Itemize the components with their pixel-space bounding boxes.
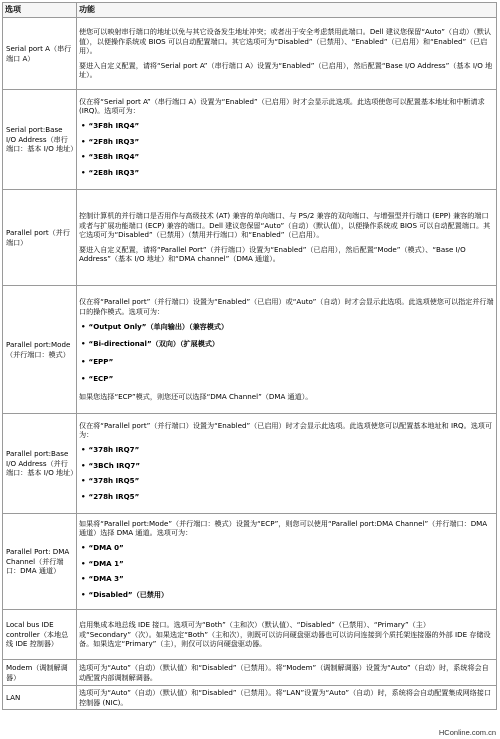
options-list xyxy=(79,322,494,384)
list-item: • “EPP” xyxy=(87,357,494,367)
description-text: 如果您选择“ECP”模式，则您还可以选择“DMA Channel”（DMA 通道）。 xyxy=(79,391,313,401)
option-parallel-port: Parallel port（并行端口） xyxy=(3,190,77,286)
options-list xyxy=(79,121,494,177)
option-parallel-port-base-io: Parallel port:Base I/O Address（并行端口：基本 I/O 地址） xyxy=(3,414,77,514)
table-row xyxy=(3,610,497,660)
function-cell xyxy=(77,18,497,90)
table-row xyxy=(3,90,497,190)
option-serial-port-a: Serial port A（串行端口 A） xyxy=(3,18,77,90)
list-item: • “Bi-directional”（双向）（扩展模式） xyxy=(87,339,494,349)
list-item: • “3BCh IRQ7” xyxy=(87,461,494,471)
description-text: 如果将“Parallel port:Mode”（并行端口：模式）设置为“ECP”，则您可以使用“Parallel port:DMA Channel”（并行端口：DMA 通道）选择 DMA 通道。选项可为： xyxy=(79,518,488,538)
list-item: • “ECP” xyxy=(87,374,494,384)
description-text: 使您可以映射串行端口的地址以免与其它设备发生地址冲突；或者出于安全考虑禁用此端口。Dell 建议您保留“Auto”（自动）（默认值），以便操作系统或 BIOS 可以自动配置端口。其它选项可为“Disabled”（已禁用）、“Enabled”（已启用）和“Enabled”（已启用）。 xyxy=(79,27,492,56)
option-local-bus-ide: Local bus IDE controller（本地总线 IDE 控制器） xyxy=(3,610,77,660)
list-item: • “378h IRQ5” xyxy=(87,476,494,486)
description-text: 仅在将“Parallel port”（并行端口）设置为“Enabled”（已启用）或“Auto”（自动）时才会显示此选项。此选项使您可以指定并行端口的操作模式。选项可为： xyxy=(79,297,494,317)
function-cell xyxy=(77,190,497,286)
option-serial-port-base-io: Serial port:Base I/O Address（串行端口：基本 I/O 地址） xyxy=(3,90,77,190)
option-modem: Modem（调制解调器） xyxy=(3,660,77,686)
description-text: 要进入自定义配置，请将“Parallel Port”（并行端口）设置为“Enabled”（已启用），然后配置“Mode”（模式）、“Base I/O Address”（基本 I/O 地址）和“DMA channel”（DMA 通道）。 xyxy=(79,244,466,264)
description-text: 要进入自定义配置，请将“Serial port A”（串行端口 A）设置为“Enabled”（已启用），然后配置“Base I/O Address”（基本 I/O 地址）。 xyxy=(79,60,493,80)
description-text: 选项可为“Auto”（自动）（默认值）和“Disabled”（已禁用）。将“Modem”（调制解调器）设置为“Auto”（自动）时，系统将会自动配置内部调制解调器。 xyxy=(79,662,489,682)
list-item: • “278h IRQ5” xyxy=(87,492,494,502)
function-cell xyxy=(77,286,497,414)
list-item: • “378h IRQ7” xyxy=(87,445,494,455)
list-item: • “3E8h IRQ4” xyxy=(87,152,494,162)
function-cell xyxy=(77,610,497,660)
function-cell xyxy=(77,660,497,686)
header-function: 功能 xyxy=(77,3,497,18)
list-item: • “2F8h IRQ3” xyxy=(87,137,494,147)
function-cell xyxy=(77,686,497,710)
list-item: • “DMA 1” xyxy=(87,559,494,569)
function-cell xyxy=(77,90,497,190)
option-lan: LAN xyxy=(3,686,77,710)
list-item: • “Output Only”（单向输出）（兼容模式） xyxy=(87,322,494,332)
function-cell xyxy=(77,414,497,514)
header-option: 选项 xyxy=(3,3,77,18)
description-text: 仅在将“Parallel port”（并行端口）设置为“Enabled”（已启用）时才会显示此选项。此选项使您可以配置基本地址和 IRQ。选项可为： xyxy=(79,420,492,440)
option-parallel-port-dma: Parallel Port: DMA Channel（并行端口：DMA 通道） xyxy=(3,514,77,610)
description-text: 控制计算机的并行端口是否用作与高级技术 (AT) 兼容的单向端口、与 PS/2 兼容的双向端口、与增强型并行端口 (EPP) 兼容的端口或者与扩展功能端口 (ECP) 兼容的端口。Dell 建议您保留“Auto”（自动）（默认值），以便操作系统或 BIOS 可以自动配置端口。其它选项可为“Disabled”（已禁用）（禁用并行端口）和“Enabled”（已启用）。 xyxy=(79,211,491,240)
table-row xyxy=(3,514,497,610)
bios-options-table xyxy=(2,2,497,710)
options-list xyxy=(79,445,494,501)
table-row xyxy=(3,660,497,686)
watermark: HConline.com.cn xyxy=(438,728,496,737)
table-row xyxy=(3,286,497,414)
table-row xyxy=(3,18,497,90)
table-row xyxy=(3,414,497,514)
description-text: 选项可为“Auto”（自动）（默认值）和“Disabled”（已禁用）。将“LAN”设置为“Auto”（自动）时，系统将会自动配置集成网络接口控制器 (NIC)。 xyxy=(79,687,491,707)
list-item: • “Disabled”（已禁用） xyxy=(87,590,494,600)
list-item: • “2E8h IRQ3” xyxy=(87,168,494,178)
table-row xyxy=(3,686,497,710)
table-header-row xyxy=(3,3,497,18)
description-text: 启用集成本地总线 IDE 接口。选项可为“Both”（主和次）（默认值）、“Disabled”（已禁用）、“Primary”（主）或“Secondary”（次）。如果选定“Both”（主和次），则既可以访问硬盘驱动器也可以访问连接到个质托架连接器的外部 IDE 存储设备。如果选定“Primary”（主），则仅可以访问硬盘驱动器。 xyxy=(79,620,491,649)
description-text: 仅在将“Serial port A”（串行端口 A）设置为“Enabled”（已启用）时才会显示此选项。此选项使您可以配置基本地址和中断请求 (IRQ)。选项可为： xyxy=(79,96,485,116)
list-item: • “DMA 0” xyxy=(87,543,494,553)
list-item: • “3F8h IRQ4” xyxy=(87,121,494,131)
table-row xyxy=(3,190,497,286)
option-parallel-port-mode: Parallel port:Mode（并行端口：模式） xyxy=(3,286,77,414)
options-list xyxy=(79,543,494,599)
function-cell xyxy=(77,514,497,610)
list-item: • “DMA 3” xyxy=(87,574,494,584)
